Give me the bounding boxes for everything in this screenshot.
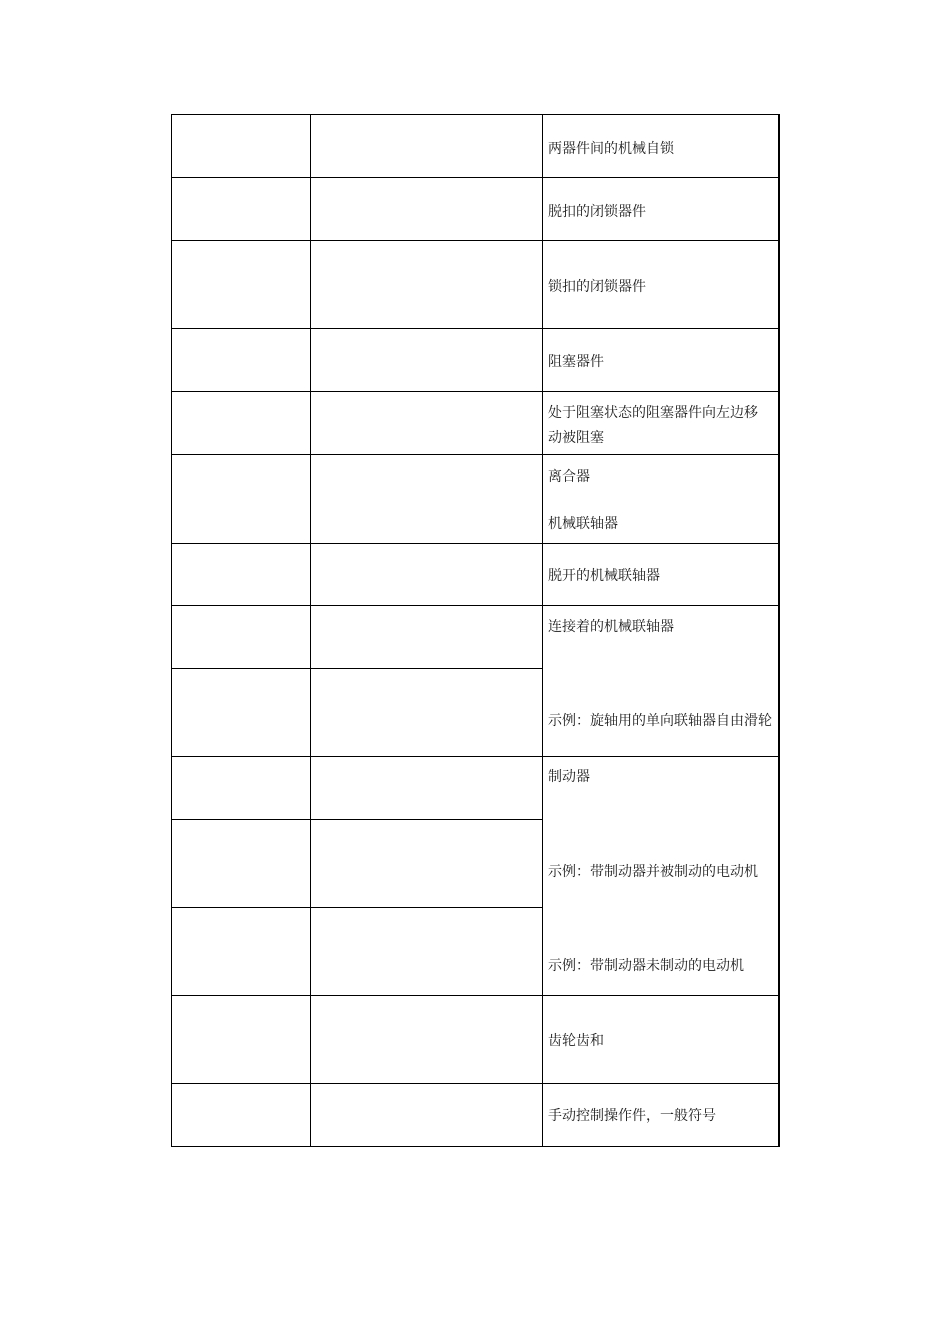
description-cell: 脱扣的闭锁器件 — [548, 204, 646, 220]
description-cell: 处于阻塞状态的阻塞器件向左边移动被阻塞 — [548, 405, 758, 446]
row-border — [171, 240, 780, 241]
description-cell: 示例：带制动器未制动的电动机 — [548, 958, 744, 974]
column-divider-2 — [542, 114, 543, 1147]
row-border-partial — [171, 819, 543, 820]
row-border — [171, 177, 780, 178]
row-border — [171, 1083, 780, 1084]
row-border — [171, 995, 780, 996]
description-cell: 示例：带制动器并被制动的电动机 — [548, 864, 758, 880]
description-cell: 离合器 — [548, 469, 590, 485]
description-cell: 脱开的机械联轴器 — [548, 568, 660, 584]
row-border — [171, 454, 780, 455]
table-border-right — [778, 114, 780, 1147]
description-cell: 两器件间的机械自锁 — [548, 141, 674, 157]
description-cell: 锁扣的闭锁器件 — [548, 279, 646, 295]
description-cell: 连接着的机械联轴器 — [548, 619, 674, 635]
row-border — [171, 543, 780, 544]
row-border — [171, 328, 780, 329]
row-border — [171, 756, 780, 757]
row-border — [171, 1146, 780, 1147]
description-cell: 手动控制操作件，一般符号 — [548, 1108, 716, 1124]
description-cell: 制动器 — [548, 769, 590, 785]
row-border — [171, 114, 780, 115]
description-cell: 阻塞器件 — [548, 354, 604, 370]
description-cell: 机械联轴器 — [548, 516, 618, 532]
table-border-left — [171, 114, 172, 1147]
symbol-table — [171, 114, 780, 1147]
description-cell: 齿轮齿和 — [548, 1033, 604, 1049]
row-border-partial — [171, 668, 543, 669]
row-border-partial — [171, 907, 543, 908]
row-border — [171, 605, 780, 606]
description-cell: 示例：旋轴用的单向联轴器自由滑轮 — [548, 713, 772, 729]
column-divider-1 — [310, 114, 311, 1147]
row-border — [171, 391, 780, 392]
